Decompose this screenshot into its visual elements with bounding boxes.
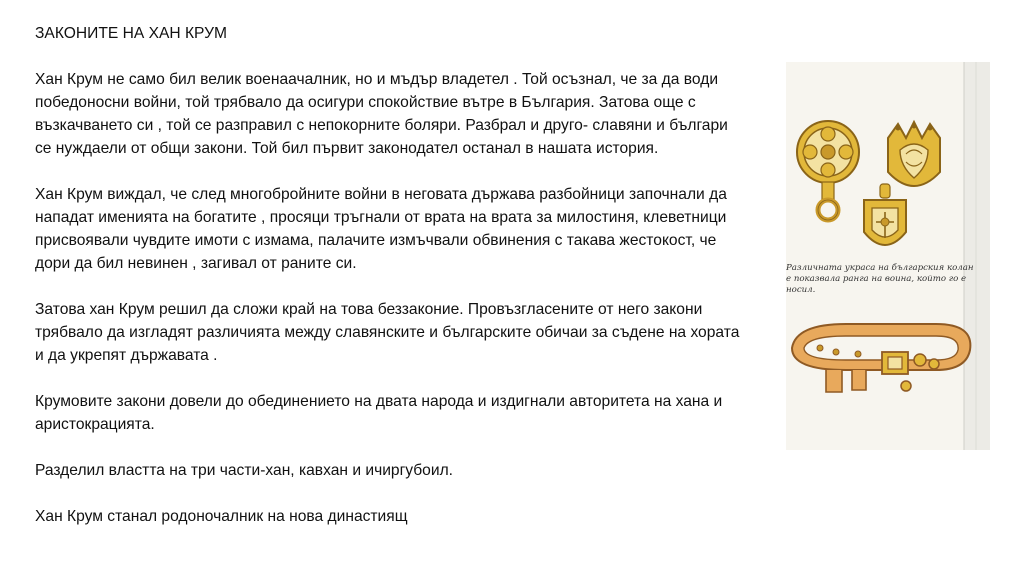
paragraph-intro: Хан Крум не само бил велик военаачалник, но и мъдър владетел . Той осъзнал, че за да води победоносни войни, той трябвало да осигури спокойствие вътре в България. Затова още с възкачването си , той се разправил с непокорните боляри. Разбрал и друго- славяни и българи се нуждаели от общи закони. Той бил първит законодател останал в нашата история. [35, 71, 728, 157]
figure-caption: Различната украса на българския колан е показвала ранга на воина, който го е носил. [786, 263, 974, 295]
main-text [35, 22, 745, 528]
paragraph-laws: Затова хан Крум решил да сложи край на това беззаконие. Провъзгласените от него закони трябвало да изгладят различията между славянските и българските обичаи за съдене на хората и да укрепят държавата . [35, 301, 740, 364]
paragraph-unification: Крумовите закони довели до обединението на двата народа и издигнали авторитета на хана и аристокрацията. [35, 393, 723, 433]
page-title: ЗАКОНИТЕ НА ХАН КРУМ [35, 25, 228, 42]
paragraph-power-division: Разделил властта на три части-хан, кавхан и ичиргубоил. [35, 462, 454, 479]
belt-ornaments-illustration [786, 62, 990, 450]
belt-ornaments-figure [786, 62, 990, 450]
paragraph-lawlessness: Хан Крум виждал, че след многобройните войни в неговата държава разбойници започнали да нападат имениятa на богатите , просяци тръгнали от врата на врата за милостиня, клеветници присвоявали чувдите имоти с измама, палачите измъчвали обвинения с такава жестокост, че дори да бил невинен , загивал от раните си. [35, 186, 727, 272]
paragraph-dynasty: Хан Крум станал родоночалник на нова династиящ [35, 508, 408, 525]
crown-plaque-icon [888, 122, 940, 186]
